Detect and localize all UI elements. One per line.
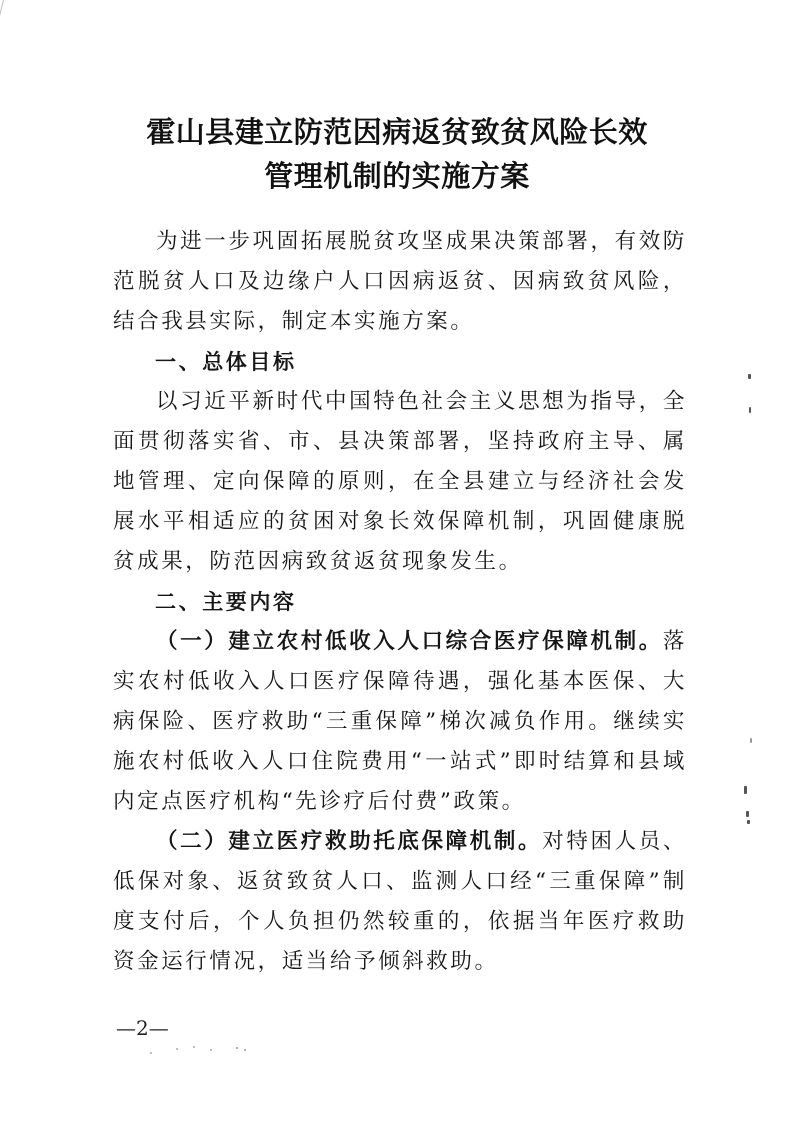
item-2-paragraph [113,822,687,982]
item-1-text: 落实农村低收入人口医疗保障待遇，强化基本医保、大病保险、医疗救助“三重保障”梯次减负作用。继续实施农村低收入人口住院费用“一站式”即时结算和县域内定点医疗机构“先诊疗后付费”政策。 [113,629,687,814]
item-1-lead: （一）建立农村低收入人口综合医疗保障机制。 [156,629,663,654]
scan-speck [176,1048,178,1050]
scan-speck [210,1049,212,1051]
scan-speck [150,1052,152,1054]
item-2-lead: （二）建立医疗救助托底保障机制。 [156,829,543,854]
scan-speck [236,1047,238,1049]
page-number: —2— [116,1016,169,1040]
scan-speck [744,786,747,794]
section-2-heading: 二、主要内容 [155,590,297,614]
section-1-heading: 一、总体目标 [155,350,297,374]
item-1-paragraph [113,622,687,822]
document-title-line-1: 霍山县建立防范因病返贫致贫风险长效 [146,115,648,149]
intro-paragraph: 为进一步巩固拓展脱贫攻坚成果决策部署，有效防范脱贫人口及边缘户人口因病返贫、因病致贫风险，结合我县实际，制定本实施方案。 [113,229,687,334]
scan-speck [750,738,752,743]
section-1-paragraph: 以习近平新时代中国特色社会主义思想为指导，全面贯彻落实省、市、县决策部署，坚持政府主导、属地管理、定向保障的原则，在全县建立与经济社会发展水平相适应的贫困对象长效保障机制，巩固健康脱贫成果，防范因病致贫返贫现象发生。 [113,389,687,574]
scan-speck [193,1046,195,1048]
document-title-line-2: 管理机制的实施方案 [264,159,530,193]
item-2-text: 对特困人员、低保对象、返贫致贫人口、监测人口经“三重保障”制度支付后，个人负担仍然较重的，依据当年医疗救助资金运行情况，适当给予倾斜救助。 [113,829,687,974]
scan-speck [746,811,749,817]
document-body [113,222,687,982]
scan-speck [748,374,751,379]
scan-edge-mark [0,0,4,39]
scan-speck [749,407,751,413]
scan-speck [244,1049,246,1051]
scan-speck [747,820,750,824]
